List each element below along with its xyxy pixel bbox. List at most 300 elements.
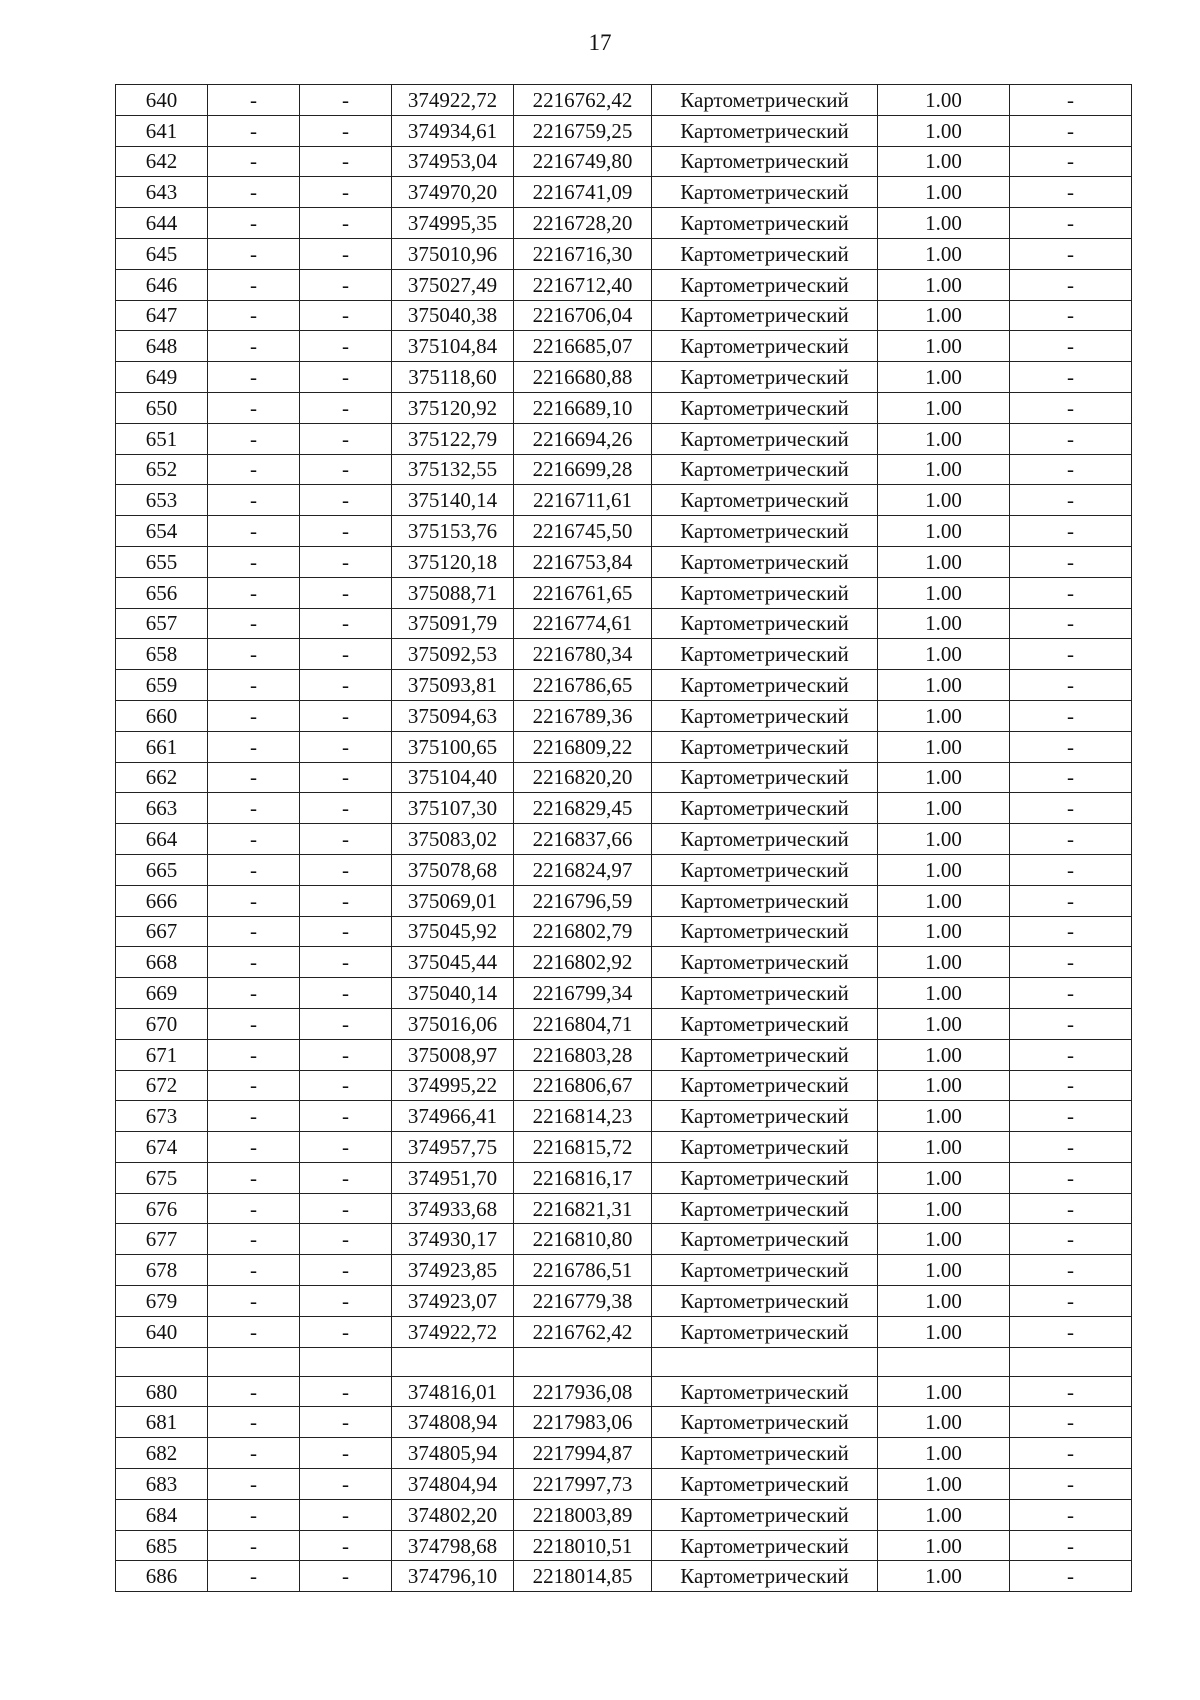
method-cell: Картометрический bbox=[652, 115, 878, 146]
empty-dash-cell: - bbox=[208, 1469, 300, 1500]
empty-dash-cell: - bbox=[208, 1407, 300, 1438]
precision-cell: 1.00 bbox=[878, 1376, 1010, 1407]
point-number-cell: 661 bbox=[116, 731, 208, 762]
y-coordinate-cell: 2216712,40 bbox=[514, 269, 652, 300]
empty-dash-cell: - bbox=[1010, 1193, 1132, 1224]
precision-cell: 1.00 bbox=[878, 1224, 1010, 1255]
y-coordinate-cell: 2216685,07 bbox=[514, 331, 652, 362]
empty-dash-cell: - bbox=[1010, 1286, 1132, 1317]
x-coordinate-cell: 375088,71 bbox=[392, 577, 514, 608]
empty-dash-cell: - bbox=[208, 916, 300, 947]
point-number-cell: 642 bbox=[116, 146, 208, 177]
empty-dash-cell: - bbox=[208, 1132, 300, 1163]
empty-dash-cell: - bbox=[300, 115, 392, 146]
y-coordinate-cell: 2216816,17 bbox=[514, 1162, 652, 1193]
x-coordinate-cell: 374966,41 bbox=[392, 1101, 514, 1132]
empty-dash-cell bbox=[300, 1347, 392, 1376]
empty-dash-cell: - bbox=[300, 1316, 392, 1347]
empty-dash-cell: - bbox=[1010, 762, 1132, 793]
empty-dash-cell: - bbox=[1010, 1376, 1132, 1407]
precision-cell: 1.00 bbox=[878, 331, 1010, 362]
empty-dash-cell: - bbox=[300, 1499, 392, 1530]
x-coordinate-cell: 374808,94 bbox=[392, 1407, 514, 1438]
method-cell: Картометрический bbox=[652, 1039, 878, 1070]
method-cell: Картометрический bbox=[652, 516, 878, 547]
empty-dash-cell: - bbox=[208, 854, 300, 885]
empty-dash-cell: - bbox=[208, 454, 300, 485]
empty-dash-cell: - bbox=[300, 978, 392, 1009]
y-coordinate-cell: 2216774,61 bbox=[514, 608, 652, 639]
empty-dash-cell: - bbox=[1010, 208, 1132, 239]
empty-dash-cell: - bbox=[1010, 1132, 1132, 1163]
method-cell: Картометрический bbox=[652, 1070, 878, 1101]
method-cell: Картометрический bbox=[652, 208, 878, 239]
method-cell: Картометрический bbox=[652, 1499, 878, 1530]
empty-dash-cell: - bbox=[1010, 1530, 1132, 1561]
point-number-cell: 678 bbox=[116, 1255, 208, 1286]
table-row bbox=[116, 146, 1132, 177]
precision-cell: 1.00 bbox=[878, 947, 1010, 978]
table-row bbox=[116, 300, 1132, 331]
empty-dash-cell bbox=[1010, 1347, 1132, 1376]
x-coordinate-cell: 375016,06 bbox=[392, 1008, 514, 1039]
table-row bbox=[116, 454, 1132, 485]
x-coordinate-cell: 374930,17 bbox=[392, 1224, 514, 1255]
empty-dash-cell: - bbox=[1010, 115, 1132, 146]
precision-cell: 1.00 bbox=[878, 546, 1010, 577]
point-number-cell: 676 bbox=[116, 1193, 208, 1224]
y-coordinate-cell: 2216829,45 bbox=[514, 793, 652, 824]
empty-dash-cell: - bbox=[208, 1530, 300, 1561]
precision-cell: 1.00 bbox=[878, 238, 1010, 269]
empty-dash-cell: - bbox=[1010, 793, 1132, 824]
point-number-cell: 645 bbox=[116, 238, 208, 269]
empty-dash-cell: - bbox=[208, 546, 300, 577]
x-coordinate-cell: 374923,07 bbox=[392, 1286, 514, 1317]
table-row bbox=[116, 269, 1132, 300]
point-number-cell: 649 bbox=[116, 362, 208, 393]
method-cell: Картометрический bbox=[652, 1132, 878, 1163]
coordinates-table bbox=[115, 84, 1132, 1592]
table-row bbox=[116, 793, 1132, 824]
x-coordinate-cell: 375091,79 bbox=[392, 608, 514, 639]
empty-dash-cell: - bbox=[300, 485, 392, 516]
x-coordinate-cell: 375027,49 bbox=[392, 269, 514, 300]
method-cell: Картометрический bbox=[652, 454, 878, 485]
x-coordinate-cell: 374923,85 bbox=[392, 1255, 514, 1286]
empty-dash-cell: - bbox=[1010, 1469, 1132, 1500]
table-row bbox=[116, 670, 1132, 701]
table-row bbox=[116, 208, 1132, 239]
empty-dash-cell: - bbox=[208, 762, 300, 793]
y-coordinate-cell: 2216802,79 bbox=[514, 916, 652, 947]
x-coordinate-cell: 374951,70 bbox=[392, 1162, 514, 1193]
table-row bbox=[116, 731, 1132, 762]
x-coordinate-cell: 375093,81 bbox=[392, 670, 514, 701]
x-coordinate-cell: 375008,97 bbox=[392, 1039, 514, 1070]
y-coordinate-cell: 2216780,34 bbox=[514, 639, 652, 670]
method-cell: Картометрический bbox=[652, 1193, 878, 1224]
point-number-cell: 677 bbox=[116, 1224, 208, 1255]
x-coordinate-cell: 374957,75 bbox=[392, 1132, 514, 1163]
table-row bbox=[116, 362, 1132, 393]
precision-cell: 1.00 bbox=[878, 1008, 1010, 1039]
empty-dash-cell: - bbox=[1010, 392, 1132, 423]
method-cell: Картометрический bbox=[652, 546, 878, 577]
y-coordinate-cell: 2216803,28 bbox=[514, 1039, 652, 1070]
empty-dash-cell: - bbox=[208, 1499, 300, 1530]
y-coordinate-cell: 2216762,42 bbox=[514, 85, 652, 116]
x-coordinate-cell: 375132,55 bbox=[392, 454, 514, 485]
y-coordinate-cell: 2216699,28 bbox=[514, 454, 652, 485]
empty-dash-cell: - bbox=[208, 793, 300, 824]
y-coordinate-cell: 2216821,31 bbox=[514, 1193, 652, 1224]
x-coordinate-cell: 375045,92 bbox=[392, 916, 514, 947]
y-coordinate-cell: 2216759,25 bbox=[514, 115, 652, 146]
method-cell: Картометрический bbox=[652, 1438, 878, 1469]
x-coordinate-cell: 375118,60 bbox=[392, 362, 514, 393]
empty-dash-cell: - bbox=[300, 546, 392, 577]
empty-dash-cell: - bbox=[208, 238, 300, 269]
point-number-cell: 640 bbox=[116, 1316, 208, 1347]
precision-cell: 1.00 bbox=[878, 146, 1010, 177]
precision-cell: 1.00 bbox=[878, 608, 1010, 639]
x-coordinate-cell: 375092,53 bbox=[392, 639, 514, 670]
method-cell: Картометрический bbox=[652, 177, 878, 208]
method-cell: Картометрический bbox=[652, 1286, 878, 1317]
table-row bbox=[116, 1438, 1132, 1469]
method-cell: Картометрический bbox=[652, 854, 878, 885]
empty-dash-cell: - bbox=[208, 700, 300, 731]
precision-cell: 1.00 bbox=[878, 1561, 1010, 1592]
precision-cell: 1.00 bbox=[878, 115, 1010, 146]
x-coordinate-cell: 375122,79 bbox=[392, 423, 514, 454]
empty-dash-cell: - bbox=[208, 947, 300, 978]
x-coordinate-cell: 374802,20 bbox=[392, 1499, 514, 1530]
empty-dash-cell: - bbox=[208, 392, 300, 423]
empty-dash-cell: - bbox=[1010, 546, 1132, 577]
method-cell: Картометрический bbox=[652, 577, 878, 608]
empty-dash-cell: - bbox=[1010, 1316, 1132, 1347]
method-cell: Картометрический bbox=[652, 1530, 878, 1561]
point-number-cell bbox=[116, 1347, 208, 1376]
point-number-cell: 659 bbox=[116, 670, 208, 701]
table-row bbox=[116, 639, 1132, 670]
precision-cell: 1.00 bbox=[878, 1438, 1010, 1469]
empty-dash-cell: - bbox=[208, 1101, 300, 1132]
table-row bbox=[116, 1286, 1132, 1317]
point-number-cell: 667 bbox=[116, 916, 208, 947]
empty-dash-cell: - bbox=[1010, 177, 1132, 208]
point-number-cell: 683 bbox=[116, 1469, 208, 1500]
method-cell: Картометрический bbox=[652, 331, 878, 362]
precision-cell: 1.00 bbox=[878, 1469, 1010, 1500]
empty-dash-cell: - bbox=[300, 1162, 392, 1193]
precision-cell: 1.00 bbox=[878, 1530, 1010, 1561]
empty-dash-cell: - bbox=[300, 885, 392, 916]
empty-dash-cell: - bbox=[208, 300, 300, 331]
point-number-cell: 646 bbox=[116, 269, 208, 300]
empty-dash-cell: - bbox=[1010, 639, 1132, 670]
x-coordinate-cell: 375120,92 bbox=[392, 392, 514, 423]
table-row bbox=[116, 916, 1132, 947]
empty-dash-cell: - bbox=[300, 916, 392, 947]
method-cell: Картометрический bbox=[652, 885, 878, 916]
page-number: 17 bbox=[588, 30, 612, 55]
x-coordinate-cell: 374995,22 bbox=[392, 1070, 514, 1101]
method-cell: Картометрический bbox=[652, 1162, 878, 1193]
x-coordinate-cell: 374953,04 bbox=[392, 146, 514, 177]
empty-dash-cell: - bbox=[208, 639, 300, 670]
empty-dash-cell: - bbox=[300, 1376, 392, 1407]
empty-dash-cell: - bbox=[208, 1070, 300, 1101]
precision-cell: 1.00 bbox=[878, 978, 1010, 1009]
point-number-cell: 657 bbox=[116, 608, 208, 639]
y-coordinate-cell: 2216815,72 bbox=[514, 1132, 652, 1163]
empty-dash-cell: - bbox=[208, 1039, 300, 1070]
table-row bbox=[116, 115, 1132, 146]
table-row bbox=[116, 947, 1132, 978]
x-coordinate-cell: 375045,44 bbox=[392, 947, 514, 978]
method-cell: Картометрический bbox=[652, 793, 878, 824]
empty-dash-cell: - bbox=[300, 762, 392, 793]
y-coordinate-cell: 2216796,59 bbox=[514, 885, 652, 916]
method-cell: Картометрический bbox=[652, 762, 878, 793]
point-number-cell: 653 bbox=[116, 485, 208, 516]
table-row bbox=[116, 978, 1132, 1009]
precision-cell: 1.00 bbox=[878, 1132, 1010, 1163]
table-row bbox=[116, 1101, 1132, 1132]
precision-cell: 1.00 bbox=[878, 423, 1010, 454]
method-cell: Картометрический bbox=[652, 85, 878, 116]
x-coordinate-cell: 375104,84 bbox=[392, 331, 514, 362]
y-coordinate-cell: 2216711,61 bbox=[514, 485, 652, 516]
precision-cell: 1.00 bbox=[878, 454, 1010, 485]
table-row bbox=[116, 331, 1132, 362]
empty-dash-cell: - bbox=[300, 1132, 392, 1163]
point-number-cell: 665 bbox=[116, 854, 208, 885]
precision-cell: 1.00 bbox=[878, 208, 1010, 239]
x-coordinate-cell: 374816,01 bbox=[392, 1376, 514, 1407]
precision-cell: 1.00 bbox=[878, 1162, 1010, 1193]
empty-dash-cell: - bbox=[300, 1008, 392, 1039]
table-row bbox=[116, 1008, 1132, 1039]
y-coordinate-cell: 2216745,50 bbox=[514, 516, 652, 547]
method-cell: Картометрический bbox=[652, 731, 878, 762]
empty-dash-cell: - bbox=[300, 1039, 392, 1070]
empty-dash-cell: - bbox=[208, 1255, 300, 1286]
empty-dash-cell: - bbox=[300, 1101, 392, 1132]
x-coordinate-cell: 374796,10 bbox=[392, 1561, 514, 1592]
y-coordinate-cell: 2218014,85 bbox=[514, 1561, 652, 1592]
empty-dash-cell: - bbox=[208, 824, 300, 855]
empty-dash-cell: - bbox=[1010, 1224, 1132, 1255]
point-number-cell: 640 bbox=[116, 85, 208, 116]
precision-cell: 1.00 bbox=[878, 700, 1010, 731]
table-row bbox=[116, 1376, 1132, 1407]
method-cell: Картометрический bbox=[652, 1469, 878, 1500]
method-cell bbox=[652, 1347, 878, 1376]
empty-dash-cell: - bbox=[300, 238, 392, 269]
empty-dash-cell: - bbox=[208, 885, 300, 916]
x-coordinate-cell: 375153,76 bbox=[392, 516, 514, 547]
method-cell: Картометрический bbox=[652, 978, 878, 1009]
x-coordinate-cell: 375120,18 bbox=[392, 546, 514, 577]
y-coordinate-cell: 2218003,89 bbox=[514, 1499, 652, 1530]
table-row-separator bbox=[116, 1347, 1132, 1376]
table-row bbox=[116, 1162, 1132, 1193]
point-number-cell: 670 bbox=[116, 1008, 208, 1039]
empty-dash-cell: - bbox=[1010, 947, 1132, 978]
empty-dash-cell: - bbox=[208, 1224, 300, 1255]
y-coordinate-cell: 2216814,23 bbox=[514, 1101, 652, 1132]
empty-dash-cell: - bbox=[1010, 300, 1132, 331]
point-number-cell: 654 bbox=[116, 516, 208, 547]
x-coordinate-cell: 375040,14 bbox=[392, 978, 514, 1009]
empty-dash-cell: - bbox=[208, 146, 300, 177]
x-coordinate-cell: 374970,20 bbox=[392, 177, 514, 208]
empty-dash-cell: - bbox=[300, 300, 392, 331]
method-cell: Картометрический bbox=[652, 1407, 878, 1438]
table-row bbox=[116, 1561, 1132, 1592]
empty-dash-cell: - bbox=[208, 731, 300, 762]
precision-cell: 1.00 bbox=[878, 1286, 1010, 1317]
precision-cell: 1.00 bbox=[878, 793, 1010, 824]
empty-dash-cell: - bbox=[300, 824, 392, 855]
empty-dash-cell: - bbox=[1010, 577, 1132, 608]
empty-dash-cell: - bbox=[300, 731, 392, 762]
empty-dash-cell: - bbox=[300, 1070, 392, 1101]
table-row bbox=[116, 700, 1132, 731]
table-row bbox=[116, 1530, 1132, 1561]
x-coordinate-cell: 375040,38 bbox=[392, 300, 514, 331]
empty-dash-cell: - bbox=[300, 454, 392, 485]
empty-dash-cell: - bbox=[208, 1561, 300, 1592]
empty-dash-cell: - bbox=[1010, 85, 1132, 116]
empty-dash-cell: - bbox=[300, 700, 392, 731]
precision-cell: 1.00 bbox=[878, 1039, 1010, 1070]
method-cell: Картометрический bbox=[652, 392, 878, 423]
empty-dash-cell: - bbox=[300, 1286, 392, 1317]
y-coordinate-cell: 2216741,09 bbox=[514, 177, 652, 208]
table-row bbox=[116, 177, 1132, 208]
x-coordinate-cell: 375140,14 bbox=[392, 485, 514, 516]
precision-cell: 1.00 bbox=[878, 731, 1010, 762]
y-coordinate-cell: 2216680,88 bbox=[514, 362, 652, 393]
precision-cell: 1.00 bbox=[878, 1499, 1010, 1530]
empty-dash-cell: - bbox=[300, 639, 392, 670]
table-row bbox=[116, 824, 1132, 855]
x-coordinate-cell: 374805,94 bbox=[392, 1438, 514, 1469]
precision-cell: 1.00 bbox=[878, 577, 1010, 608]
empty-dash-cell: - bbox=[1010, 824, 1132, 855]
precision-cell: 1.00 bbox=[878, 1193, 1010, 1224]
point-number-cell: 656 bbox=[116, 577, 208, 608]
table-row bbox=[116, 423, 1132, 454]
empty-dash-cell: - bbox=[208, 608, 300, 639]
y-coordinate-cell: 2217936,08 bbox=[514, 1376, 652, 1407]
table-row bbox=[116, 1316, 1132, 1347]
empty-dash-cell: - bbox=[1010, 1561, 1132, 1592]
empty-dash-cell: - bbox=[300, 1224, 392, 1255]
empty-dash-cell: - bbox=[1010, 331, 1132, 362]
empty-dash-cell: - bbox=[300, 423, 392, 454]
x-coordinate-cell: 374804,94 bbox=[392, 1469, 514, 1500]
empty-dash-cell: - bbox=[1010, 885, 1132, 916]
point-number-cell: 643 bbox=[116, 177, 208, 208]
empty-dash-cell: - bbox=[208, 670, 300, 701]
point-number-cell: 675 bbox=[116, 1162, 208, 1193]
y-coordinate-cell: 2216753,84 bbox=[514, 546, 652, 577]
method-cell: Картометрический bbox=[652, 947, 878, 978]
method-cell: Картометрический bbox=[652, 1224, 878, 1255]
empty-dash-cell: - bbox=[1010, 608, 1132, 639]
point-number-cell: 672 bbox=[116, 1070, 208, 1101]
point-number-cell: 679 bbox=[116, 1286, 208, 1317]
point-number-cell: 664 bbox=[116, 824, 208, 855]
precision-cell: 1.00 bbox=[878, 485, 1010, 516]
table-row bbox=[116, 1469, 1132, 1500]
point-number-cell: 660 bbox=[116, 700, 208, 731]
empty-dash-cell: - bbox=[208, 269, 300, 300]
precision-cell: 1.00 bbox=[878, 1070, 1010, 1101]
precision-cell: 1.00 bbox=[878, 1407, 1010, 1438]
point-number-cell: 681 bbox=[116, 1407, 208, 1438]
method-cell: Картометрический bbox=[652, 238, 878, 269]
table-row bbox=[116, 516, 1132, 547]
x-coordinate-cell: 375100,65 bbox=[392, 731, 514, 762]
y-coordinate-cell: 2217994,87 bbox=[514, 1438, 652, 1469]
table-row bbox=[116, 1255, 1132, 1286]
x-coordinate-cell: 375078,68 bbox=[392, 854, 514, 885]
empty-dash-cell: - bbox=[300, 947, 392, 978]
precision-cell: 1.00 bbox=[878, 1255, 1010, 1286]
point-number-cell: 686 bbox=[116, 1561, 208, 1592]
point-number-cell: 684 bbox=[116, 1499, 208, 1530]
empty-dash-cell: - bbox=[208, 85, 300, 116]
x-coordinate-cell: 375104,40 bbox=[392, 762, 514, 793]
y-coordinate-cell: 2216789,36 bbox=[514, 700, 652, 731]
y-coordinate-cell: 2216824,97 bbox=[514, 854, 652, 885]
method-cell: Картометрический bbox=[652, 300, 878, 331]
y-coordinate-cell: 2216762,42 bbox=[514, 1316, 652, 1347]
y-coordinate-cell: 2217983,06 bbox=[514, 1407, 652, 1438]
table-row bbox=[116, 762, 1132, 793]
method-cell: Картометрический bbox=[652, 639, 878, 670]
y-coordinate-cell: 2216706,04 bbox=[514, 300, 652, 331]
empty-dash-cell: - bbox=[208, 978, 300, 1009]
x-coordinate-cell: 375094,63 bbox=[392, 700, 514, 731]
x-coordinate-cell: 374922,72 bbox=[392, 1316, 514, 1347]
x-coordinate-cell: 374922,72 bbox=[392, 85, 514, 116]
y-coordinate-cell: 2216802,92 bbox=[514, 947, 652, 978]
point-number-cell: 650 bbox=[116, 392, 208, 423]
point-number-cell: 685 bbox=[116, 1530, 208, 1561]
empty-dash-cell: - bbox=[208, 177, 300, 208]
table-row bbox=[116, 1193, 1132, 1224]
empty-dash-cell: - bbox=[300, 1530, 392, 1561]
empty-dash-cell: - bbox=[300, 1193, 392, 1224]
y-coordinate-cell: 2216761,65 bbox=[514, 577, 652, 608]
empty-dash-cell: - bbox=[1010, 1255, 1132, 1286]
empty-dash-cell: - bbox=[1010, 1039, 1132, 1070]
empty-dash-cell: - bbox=[1010, 670, 1132, 701]
empty-dash-cell: - bbox=[208, 362, 300, 393]
empty-dash-cell: - bbox=[208, 208, 300, 239]
empty-dash-cell: - bbox=[300, 793, 392, 824]
method-cell: Картометрический bbox=[652, 1561, 878, 1592]
empty-dash-cell: - bbox=[1010, 362, 1132, 393]
